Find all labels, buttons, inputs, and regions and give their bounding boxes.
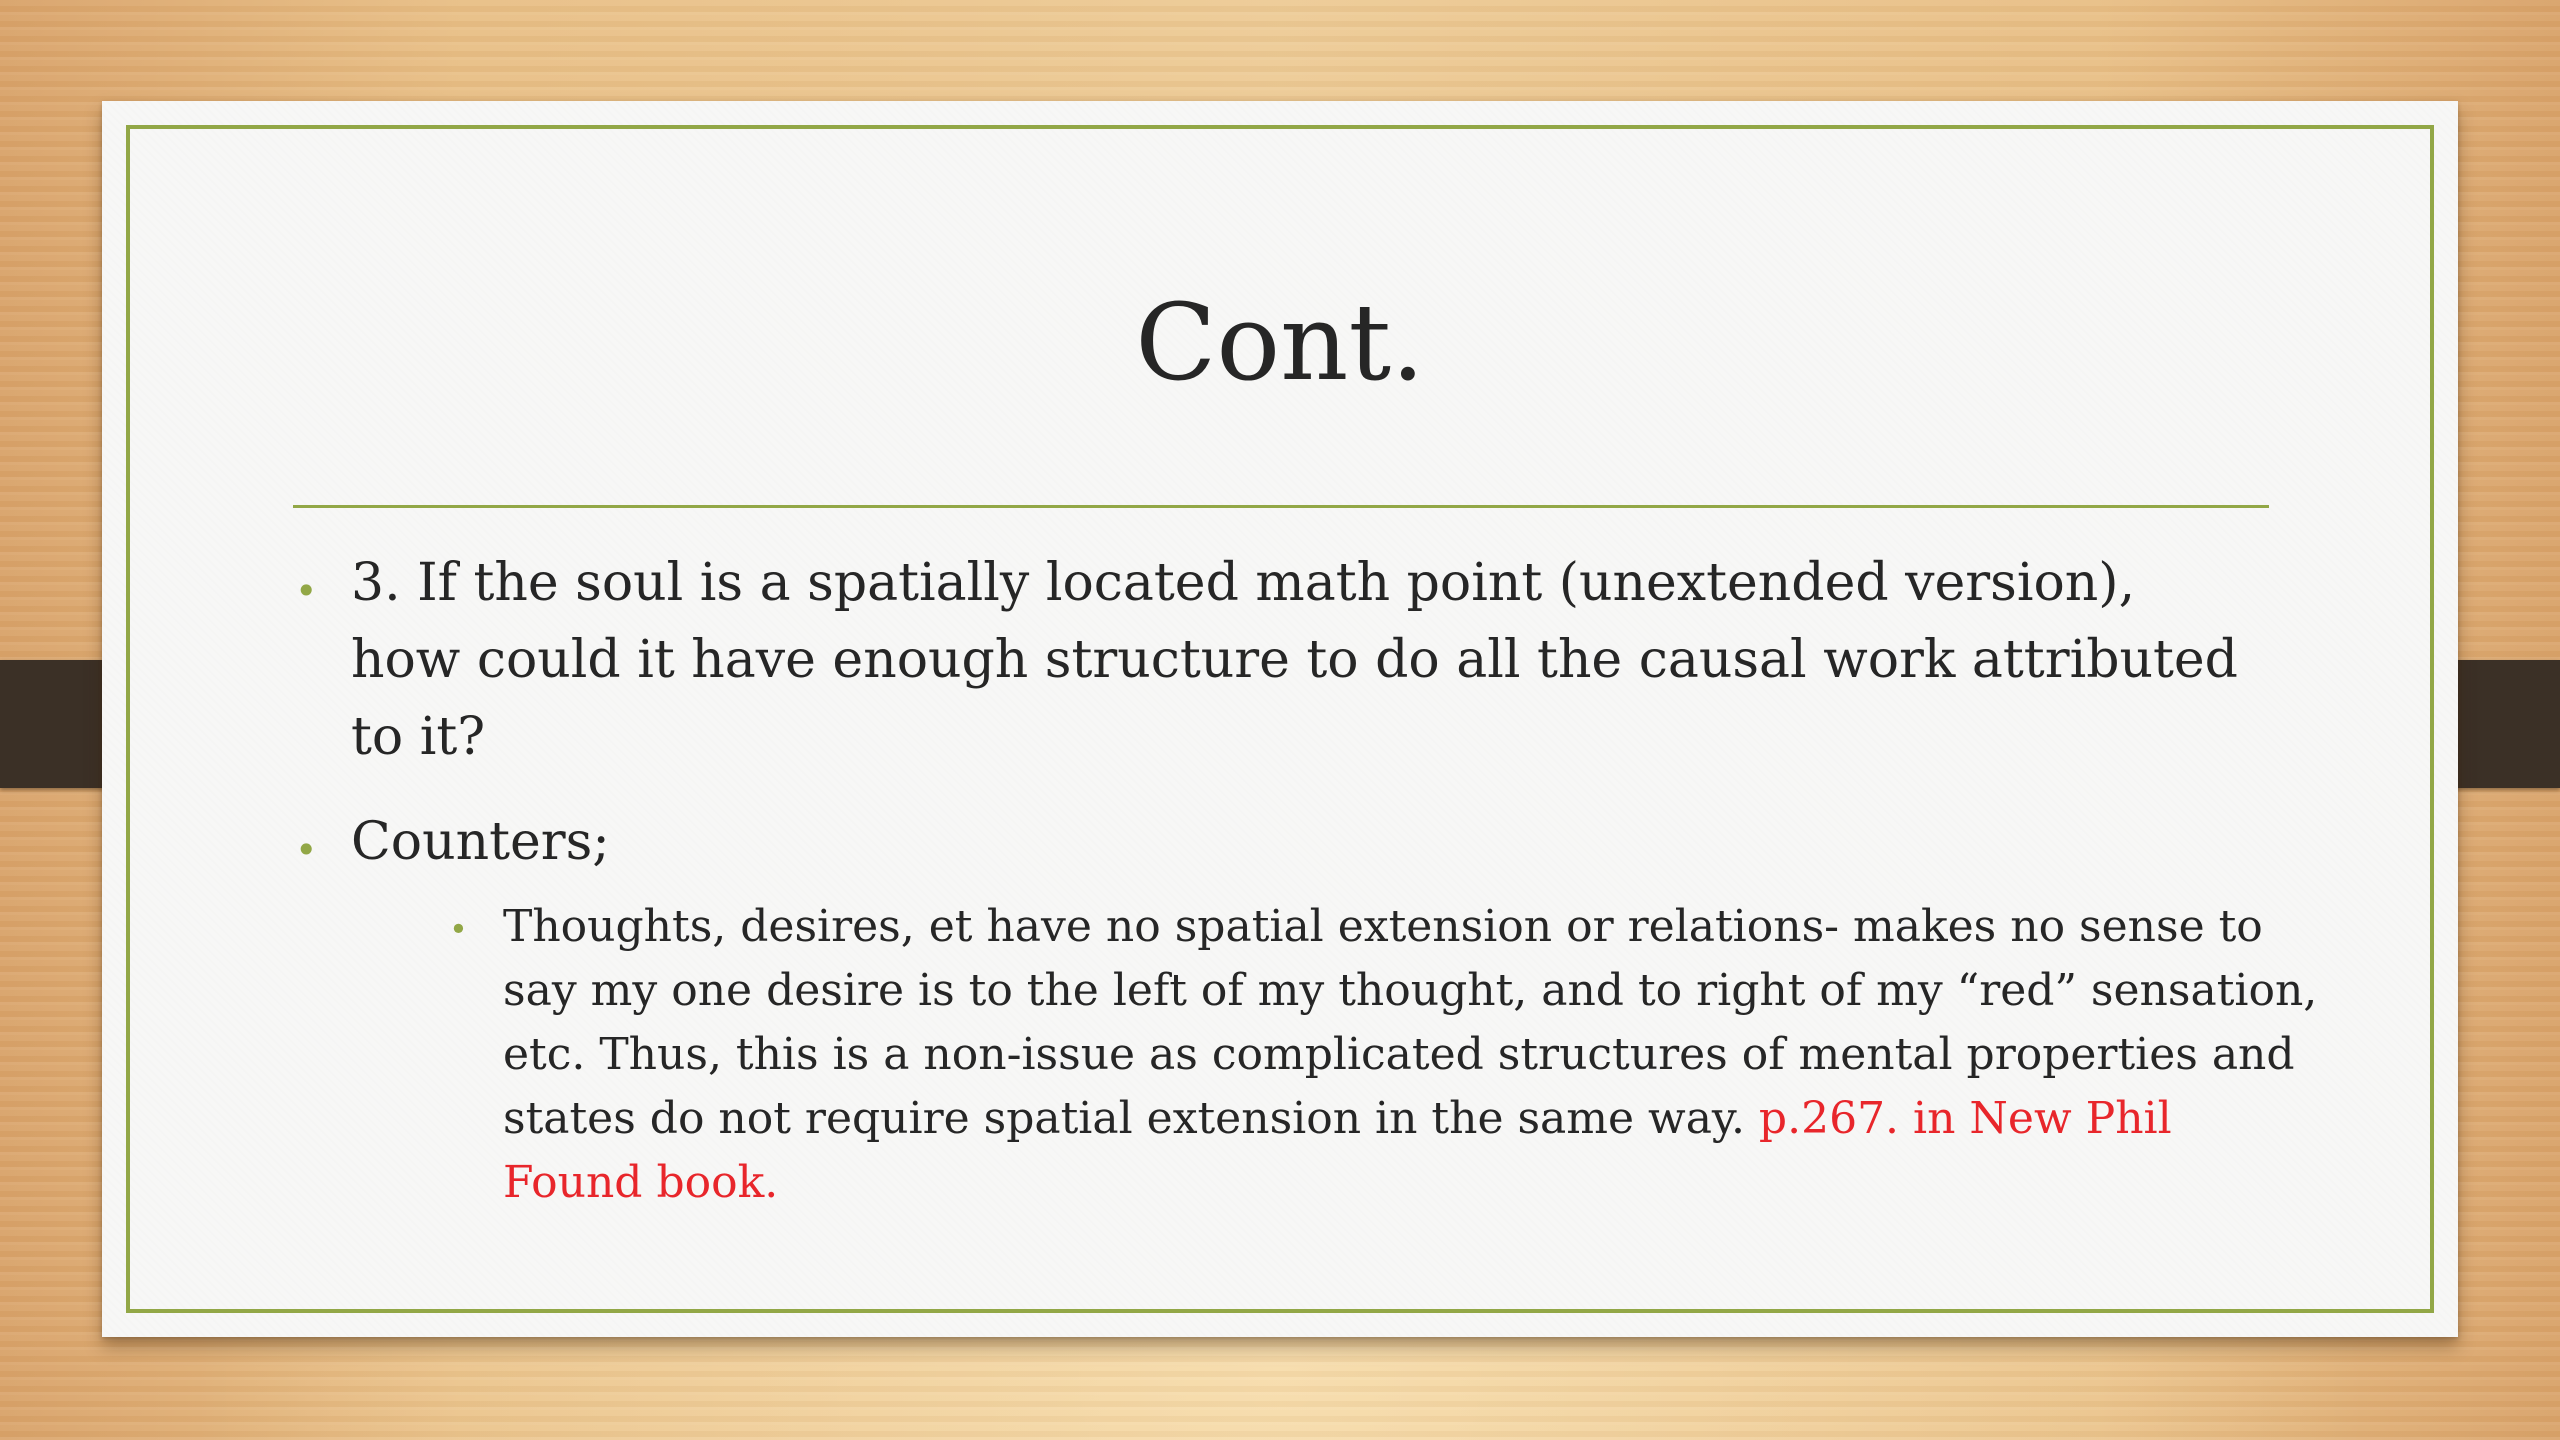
- sub-bullet-dot-icon: •: [449, 910, 468, 948]
- sub-bullet-item-1: [447, 895, 2323, 1215]
- sub-bullet-text: Thoughts, desires, et have no spatial extension or relations- makes no sense to say my one desire is to the left of my thought, and to right of my “red” sensation, etc. Thus, this is a non-issue as complicated structures of mental properties and states do not require spatial extension in the same way.: [503, 901, 2318, 1144]
- slide-title: Cont.: [1135, 281, 1425, 404]
- page-reference-text: p.267. in New Phil Found book.: [503, 1093, 2172, 1208]
- slide-content: [293, 545, 2318, 1243]
- bullet-item-2: [293, 804, 2318, 1215]
- bullet-dot-icon: •: [295, 828, 318, 872]
- bullet-dot-icon: •: [295, 569, 318, 613]
- sub-bullet-list: [447, 895, 2318, 1215]
- bullet-text: 3. If the soul is a spatially located math point (unextended version), how could it have enough structure to do all the causal work attributed to it?: [351, 553, 2238, 767]
- bullet-item-1: [293, 545, 2253, 776]
- bullet-text: Counters;: [351, 812, 610, 872]
- title-divider: [293, 505, 2269, 508]
